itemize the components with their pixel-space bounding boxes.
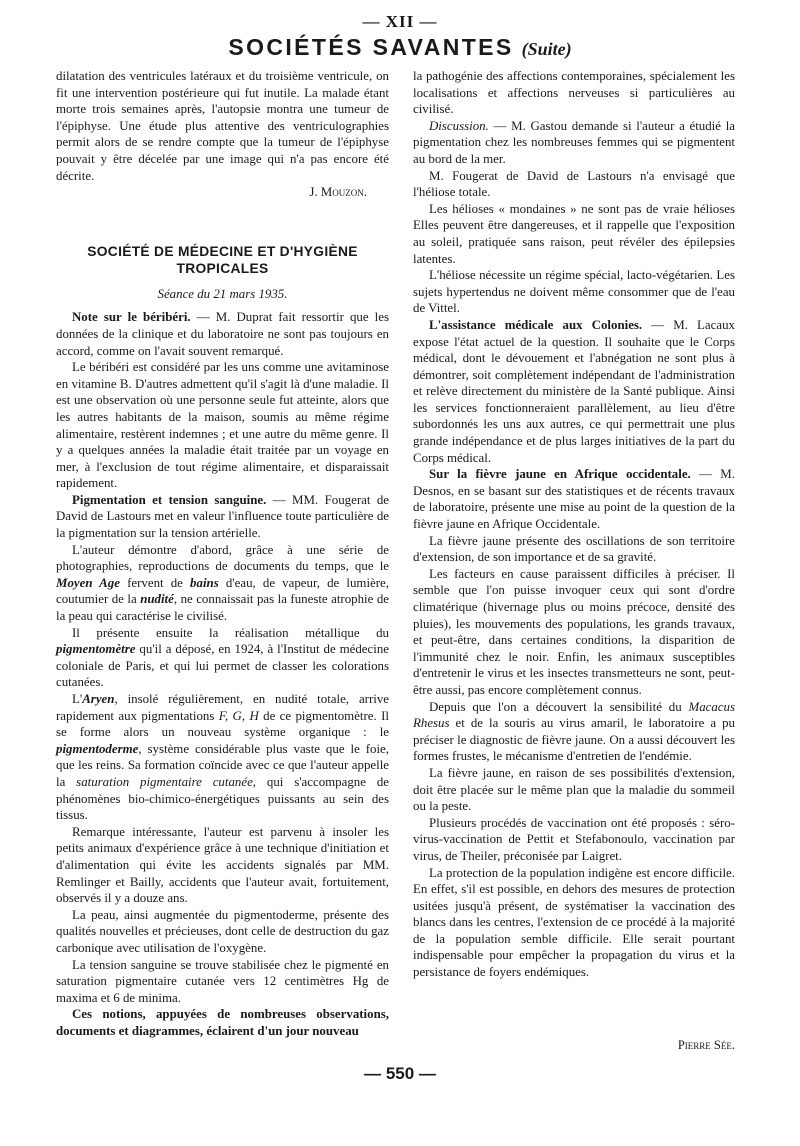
discussion-label: Discussion. bbox=[429, 118, 489, 133]
page-number: — 550 — bbox=[364, 1064, 436, 1083]
roman-page-marker: — XII — bbox=[362, 12, 438, 31]
pigment-paragraph-6: La peau, ainsi augmentée du pigmentoderme, présente des qualités nouvelles et précieuses, dont celle de destruction du gaz carbonique avec utilisation de l'oxygène. bbox=[56, 907, 389, 955]
fievre-paragraph-7: La protection de la population indigène est encore difficile. En effet, s'il est possible, en dehors des mesures de protection usitées jusqu'à présent, de systématiser la vaccination des blancs dans les centres, l'extension de ce procédé à la majorité de la population semble difficile. Elle serait pourtant indispensable pour empêcher la propagation du virus et la persistance de foyers endémiques. bbox=[413, 865, 735, 980]
right-column bbox=[413, 68, 735, 981]
beriberi-title: Note sur le béribéri. bbox=[72, 310, 191, 325]
helioses-paragraph: Les hélioses « mondaines » ne sont pas de vraie hélioses Elles peuvent être dangereuses, et il rappelle que l'exposition au soleil, pratiquée sans raison, peut révéler des épilepsies latentes. bbox=[413, 201, 735, 266]
final-signature: Pierre Sée. bbox=[677, 1038, 735, 1052]
fievre-paragraph-2: La fièvre jaune présente des oscillations de son territoire d'extension, de son importance et de sa gravité. bbox=[413, 533, 735, 565]
reply-paragraph: M. Fougerat de David de Lastours n'a envisagé que l'héliose totale. bbox=[413, 168, 735, 200]
beriberi-paragraph bbox=[56, 309, 389, 359]
seance-date: Séance du 21 mars 1935. bbox=[157, 286, 288, 301]
header-suite: (Suite) bbox=[521, 39, 572, 59]
header-title: SOCIÉTÉS SAVANTES bbox=[228, 34, 514, 60]
fievre-paragraph-6: Plusieurs procédés de vaccination ont été proposés : séro-virus-vaccination de Pettit et Stefabonoulo, vaccination par virus, de Theiler, préconisée par Laigret. bbox=[413, 815, 735, 863]
pigment-paragraph bbox=[56, 492, 389, 542]
beriberi-text: — M. Duprat fait ressortir que les données de la clinique et du laboratoire ne sont pas toujours en accord, comme on l'avait souvent remarqué. bbox=[56, 310, 390, 358]
pigment-paragraph-3: Il présente ensuite la réalisation métallique du pigmentomètre qu'il a déposé, en 1924, à l'Institut de médecine coloniale de Paris, et qui lui permet de classer les colorations cutanées. bbox=[56, 625, 389, 690]
pigment-paragraph-8: Ces notions, appuyées de nombreuses observations, documents et diagrammes, éclairent d'un jour nouveau bbox=[56, 1007, 389, 1038]
assistance-title: L'assistance médicale aux Colonies. bbox=[429, 317, 643, 332]
pigment-paragraph-4: L'Aryen, insolé régulièrement, en nudité totale, arrive rapidement aux pigmentations F, G, H de ce pigmentomètre. Il se forme alors un nouveau système organique : le pigmentoderme, système considérable plus vaste que le foie, que les reins. Sa formation coïncide avec ce que l'auteur appelle la saturation pigmentaire cutanée, qui s'accompagne de phénomènes bio-chimico-énergétiques puissants au sein des tissus. bbox=[56, 692, 389, 823]
page-header bbox=[0, 34, 800, 61]
fievre-paragraph-3: Les facteurs en cause paraissent difficiles à préciser. Il semble que l'on puisse invoquer ceux qui sont d'ordre climatérique (hivernage plus ou moins précoce, densité des pluies), les mouvements des populations, les grands travaux, et peut-être, dans certaines conditions, la disparition de l'immunité chez le noir. Enfin, les animaux susceptibles d'entretenir le virus et les insectes transmetteurs ne sont, peut-être aussi, pas encore complètement connus. bbox=[413, 566, 735, 697]
heliose-regime-paragraph: L'héliose nécessite un régime spécial, lacto-végétarien. Les sujets hypertendus ne doivent même consommer que de l'eau de Vittel. bbox=[413, 268, 735, 316]
fievre-paragraph-5: La fièvre jaune, en raison de ses possibilités d'extension, doit être placée sur le même plan que la maladie du sommeil ou la peste. bbox=[413, 765, 735, 814]
continued-paragraph-right: la pathogénie des affections contemporaines, spécialement les localisations et affections nerveuses si particulières au civilisé. bbox=[413, 69, 735, 117]
assistance-paragraph: L'assistance médicale aux Colonies. — M. Lacaux expose l'état actuel de la question. Il souhaite que le Corps médical, dont le dévouement et l'abnégation ne sont plus à démontrer, soit complètement indépendant de l'administration et relève directement du ministère de la Santé publique. Ainsi les services fonctionneraient parallèlement, au lieu d'être subordonnés les uns aux autres, ce qui permettrait une plus grande indépendance et de plus larges initiatives de la part du Corps médical. bbox=[413, 317, 735, 465]
fievre-paragraph-4: Depuis que l'on a découvert la sensibilité du Macacus Rhesus et de la souris au virus amaril, le laboratoire a pu préciser le diagnostic de fièvre jaune. On a aussi découvert les formes frustes, le mécanisme d'entretien de l'endémie. bbox=[413, 699, 735, 764]
pigment-paragraph-7: La tension sanguine se trouve stabilisée chez le pigmenté en saturation pigmentaire cutanée vers 12 centimètres Hg de maxima et 6 de minima. bbox=[56, 957, 389, 1005]
discussion-paragraph: Discussion. — M. Gastou demande si l'auteur a étudié la pigmentation chez les nombreuses femmes qui se pigmentent au bord de la mer. bbox=[413, 118, 735, 166]
beriberi-paragraph-2: Le béribéri est considéré par les uns comme une avitaminose en vitamine B. D'autres admettent qu'il s'agit là d'une maladie. Il est une observation où une personne seule fut atteinte, alors que les autres habitants de la maison, soumis au même régime alimentaire, restèrent indemnes ; et une autre du même genre. Il y a quelques années la maladie était traitée par un voyage en mer, à l'exclusion de tout régime alimentaire, et disparaissait rapidement. bbox=[56, 360, 389, 491]
pigment-paragraph-2: L'auteur démontre d'abord, grâce à une série de photographies, reproductions de documents du temps, que le Moyen Age fervent de bains d'eau, de vapeur, de lumière, coutumier de la nudité, ne connaissait pas la funeste atrophie de la peau qui caractérise le civilisé. bbox=[56, 542, 390, 624]
fievre-title: Sur la fièvre jaune en Afrique occidentale. bbox=[429, 467, 691, 482]
left-column bbox=[56, 68, 389, 1039]
author-signature: J. Mouzon. bbox=[309, 185, 367, 200]
continued-paragraph: dilatation des ventricules latéraux et du troisième ventricule, on fit une intervention postérieure qui fut inutile. La malade étant morte trois semaines après, l'autopsie montra une tumeur de l'épiphyse. Une étude plus attentive des ventriculographies permit alors de se rendre compte que la tumeur de l'épiphyse pouvait y être décelée par une image qui n'a pas encore été décrite. bbox=[56, 69, 389, 183]
society-title: SOCIÉTÉ DE MÉDECINE ET D'HYGIÈNE TROPICALES bbox=[87, 243, 358, 276]
fievre-paragraph: Sur la fièvre jaune en Afrique occidentale. — M. Desnos, en se basant sur des statistiques et de récents travaux de laboratoire, présente une mise au point de la question de la fièvre jaune en Afrique Occidentale. bbox=[413, 467, 735, 532]
pigment-paragraph-5: Remarque intéressante, l'auteur est parvenu à insoler les petits animaux d'expérience grâce à une technique d'initiation et d'alimentation qui évite les accidents signalés par MM. Remlinger et Bailly, accidents que l'auteur avait, fortuitement, observés il y a douze ans. bbox=[56, 824, 389, 906]
pigment-text: — MM. Fougerat de David de Lastours met en valeur l'influence toute particulière de la pigmentation sur la tension artérielle. bbox=[56, 492, 390, 541]
pigment-title: Pigmentation et tension sanguine. bbox=[72, 492, 267, 507]
